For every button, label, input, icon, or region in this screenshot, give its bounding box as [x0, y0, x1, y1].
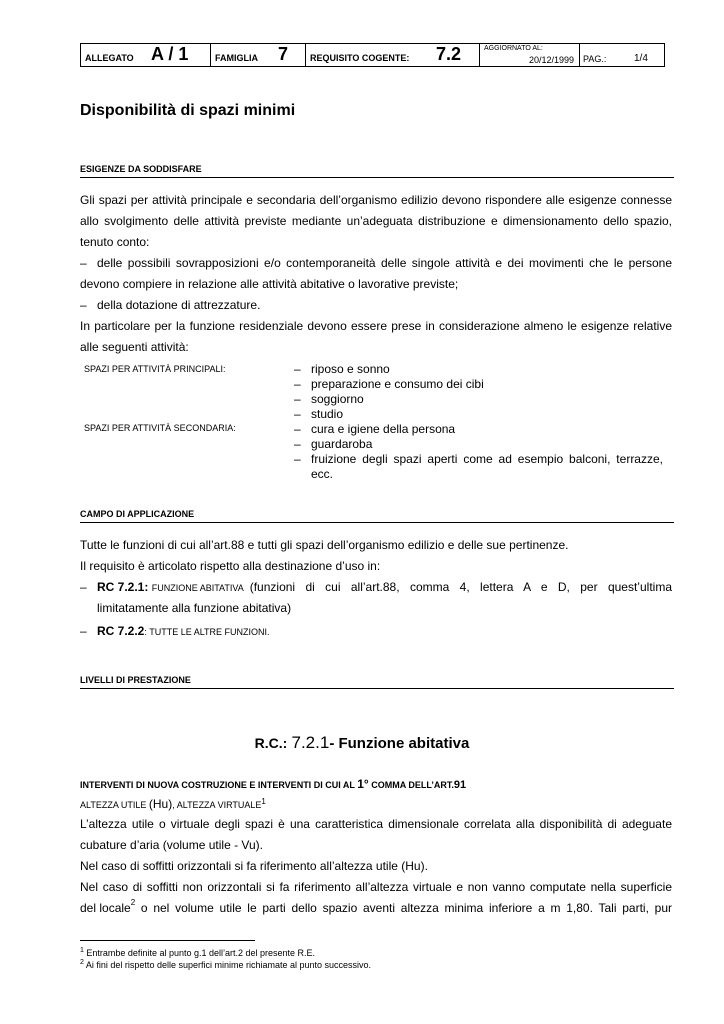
- dash-bullet: –: [294, 362, 301, 376]
- campo-rc2: [97, 621, 672, 643]
- p3-line2-b: o nel volume utile le parti dello spazio aventi altezza minima inferiore a m 1,80. Tali parti, pur: [135, 901, 672, 915]
- pag-label: PAG.:: [583, 54, 607, 64]
- dash-bullet: –: [80, 580, 87, 594]
- interventi-p1-line1: L’altezza utile o virtuale degli spazi è una caratteristica dimensionale correlata alla disponibilità di adeguate: [80, 817, 672, 831]
- dash-bullet: –: [80, 256, 87, 270]
- list-item: [294, 437, 674, 452]
- famiglia-value: 7: [278, 44, 289, 64]
- aggiornato-date: 20/12/1999: [528, 55, 574, 65]
- allegato-cell: [81, 44, 211, 66]
- footnote-ref-2: 2: [130, 898, 136, 907]
- rc2-code: RC 7.2.2: [97, 624, 145, 638]
- esigenze-para2-line1: In particolare per la funzione residenziale devono essere prese in considerazione almeno le esigenze relative: [80, 319, 672, 333]
- interventi-heading-d: 91: [453, 779, 467, 791]
- aggiornato-cell: [480, 44, 580, 66]
- interventi-heading-c: COMMA DELL’ART.: [371, 780, 454, 790]
- list-item: [294, 377, 674, 392]
- interventi-p3-line1: Nel caso di soffitti non orizzontali si fa riferimento all’altezza virtuale e non vanno computate nella superficie: [80, 880, 672, 894]
- list-item-text: preparazione e consumo dei cibi: [311, 377, 484, 391]
- interventi-heading: [80, 777, 466, 791]
- footnote-1-number: 1: [80, 947, 84, 954]
- list-item-continuation: ecc.: [311, 467, 334, 481]
- footnote-2-text: Ai fini del rispetto delle superfici minime richiamate al punto successivo.: [83, 960, 372, 970]
- label-spazi-secondaria: SPAZI PER ATTIVITÀ SECONDARIA:: [84, 423, 236, 433]
- rc-prefix: R.C.:: [254, 735, 288, 751]
- famiglia-label: FAMIGLIA: [215, 53, 258, 63]
- dash-bullet: –: [294, 392, 301, 406]
- esigenze-para1-line3: tenuto conto:: [80, 235, 150, 249]
- interventi-heading-b: 1°: [357, 777, 369, 791]
- dash-bullet: –: [80, 298, 87, 312]
- esigenze-para1-line2: allo svolgimento delle attività previste mediante un’adeguata distribuzione e dimensionamento dello spazio,: [80, 214, 672, 228]
- pag-cell: [580, 44, 664, 66]
- campo-line2: Il requisito è articolato rispetto alla destinazione d’uso in:: [80, 559, 381, 573]
- footnote-2: [80, 959, 371, 970]
- dash-bullet: –: [294, 377, 301, 391]
- list-item-text: soggiorno: [311, 392, 364, 406]
- interventi-p2: Nel caso di soffitti orizzontali si fa riferimento all’altezza utile (Hu).: [80, 859, 428, 873]
- requisito-label: REQUISITO COGENTE:: [310, 53, 410, 63]
- dash-bullet: –: [294, 437, 301, 451]
- campo-rc1-line2: limitatamente alla funzione abitativa): [97, 601, 292, 615]
- list-item-text: riposo e sonno: [311, 362, 390, 376]
- list-item: [294, 407, 674, 422]
- sub-c: , ALTEZZA VIRTUALE: [172, 800, 262, 810]
- requisito-cell: [306, 44, 480, 66]
- rc-section-title: [0, 733, 724, 753]
- sub-b: (Hu): [148, 797, 173, 811]
- esigenze-dash2: della dotazione di attrezzature.: [97, 298, 261, 312]
- footnote-2-number: 2: [80, 959, 84, 966]
- list-item: [294, 362, 674, 377]
- list-item: [294, 392, 674, 407]
- section-heading-campo: CAMPO DI APPLICAZIONE: [80, 509, 674, 523]
- rc1-name: FUNZIONE ABITATIVA: [151, 583, 244, 593]
- document-header-table: [80, 43, 665, 67]
- interventi-p3-line2: [80, 898, 672, 919]
- esigenze-para1-line1: Gli spazi per attività principale e secondaria dell’organismo edilizio devono rispondere alle esigenze connesse: [80, 193, 672, 207]
- section-heading-livelli: LIVELLI DI PRESTAZIONE: [80, 675, 674, 689]
- list-item-text: guardaroba: [311, 437, 373, 451]
- campo-line1: Tutte le funzioni di cui all’art.88 e tutti gli spazi dell’organismo edilizio e delle sue pertinenze.: [80, 538, 569, 552]
- footnote-1-text: Entrambe definite al punto g.1 dell’art.2 del presente R.E.: [83, 948, 316, 958]
- list-item-text: cura e igiene della persona: [311, 422, 456, 436]
- esigenze-dash1-line2: devono compiere in relazione alle attività abitative o lavorative previste;: [80, 277, 459, 291]
- rc1-code: RC 7.2.1: FUNZIONE ABITATIVA: [97, 580, 244, 594]
- p3-line2-a: del locale: [80, 901, 131, 915]
- interventi-heading-a: INTERVENTI DI NUOVA COSTRUZIONE E INTERVENTI DI CUI AL: [80, 780, 355, 790]
- list-item-text: fruizione degli spazi aperti come ad esempio balconi, terrazze,: [311, 452, 663, 466]
- dash-bullet: –: [294, 422, 301, 436]
- footnote-1: [80, 947, 315, 958]
- esigenze-para2-line2: alle seguenti attività:: [80, 340, 189, 354]
- allegato-value: A / 1: [151, 44, 189, 64]
- campo-rc1-line1: [97, 577, 672, 599]
- sub-a: ALTEZZA UTILE: [80, 800, 147, 810]
- footnote-separator: [80, 940, 255, 941]
- page-title: Disponibilità di spazi minimi: [80, 102, 296, 119]
- rc2-name: : TUTTE LE ALTRE FUNZIONI.: [144, 627, 270, 637]
- footnote-ref-1: 1: [261, 797, 266, 806]
- list-item-text: studio: [311, 407, 344, 421]
- rc-name: - Funzione abitativa: [329, 735, 470, 752]
- rc1-desc: (funzioni di cui all’art.88, comma 4, lettera A e D, per quest’ultima: [249, 580, 672, 594]
- requisito-value: 7.2: [436, 44, 462, 64]
- allegato-label: ALLEGATO: [85, 53, 134, 63]
- dash-bullet: –: [294, 452, 301, 466]
- label-spazi-principali: SPAZI PER ATTIVITÀ PRINCIPALI:: [84, 364, 226, 374]
- pag-value: 1/4: [634, 53, 648, 64]
- section-heading-esigenze: ESIGENZE DA SODDISFARE: [80, 164, 674, 178]
- famiglia-cell: [211, 44, 306, 66]
- dash-bullet: –: [80, 624, 87, 638]
- rc-number: 7.2.1: [291, 733, 330, 752]
- dash-bullet: –: [294, 407, 301, 421]
- aggiornato-label: AGGIORNATO AL:: [484, 45, 543, 52]
- esigenze-dash1-line1: delle possibili sovrapposizioni e/o contemporaneità delle singole attività e dei movimenti che le persone: [97, 256, 672, 270]
- list-item: [294, 422, 674, 437]
- interventi-p1-line2: cubature d’aria (volume utile - Vu).: [80, 838, 263, 852]
- altezza-subheading: [80, 797, 266, 811]
- list-item: [294, 452, 674, 467]
